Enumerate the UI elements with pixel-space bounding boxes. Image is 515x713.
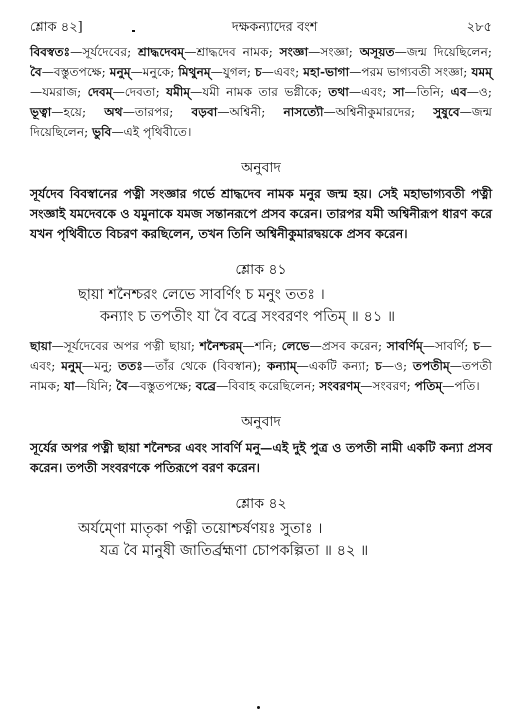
verse-42-heading: শ্লোক ৪২ — [235, 496, 287, 512]
synonym-word: সা — [392, 85, 405, 99]
footer-dot — [257, 706, 260, 709]
synonym-meaning: —বস্তুতপক্ষে; — [41, 65, 110, 79]
page — [30, 18, 492, 562]
synonym-meaning: —অশ্বিনী; — [217, 105, 284, 119]
translation-heading-2: অনুবাদ — [241, 414, 281, 430]
header-verse-ref: শ্লোক ৪২] — [30, 19, 83, 35]
running-header — [30, 18, 492, 38]
synonym-word: সংজ্ঞা — [279, 45, 309, 59]
synonym-meaning: —শনি; — [242, 339, 282, 353]
synonym-meaning: —সূর্যদেবের; — [70, 45, 138, 59]
synonym-meaning: —তিনি; — [404, 85, 451, 99]
synonym-word: মনুম্ — [61, 359, 82, 373]
synonym-word: তথা — [328, 85, 349, 99]
page-number: ২৮৫ — [466, 19, 492, 35]
synonym-meaning: —যমী নামক তার ভগ্নীকে; — [190, 85, 329, 99]
synonym-word: বড়বা — [191, 105, 218, 119]
synonym-word: এব — [450, 85, 467, 99]
synonym-word: ছায়া — [30, 339, 52, 353]
synonym-word: বৈ — [30, 65, 42, 79]
synonym-meaning: —সূর্যদেবের অপর পত্নী ছায়া; — [51, 339, 200, 353]
synonym-meaning: —তপতী নামক; — [30, 359, 492, 393]
synonym-word: সুষুবে — [433, 105, 460, 119]
synonym-meaning: —পতি। — [442, 379, 480, 393]
synonym-word: শনৈশ্চরম্ — [199, 339, 243, 353]
synonym-meaning: —বস্তুতপক্ষে; — [127, 379, 196, 393]
synonym-meaning: —জন্ম দিয়েছিলেন; — [394, 45, 492, 59]
synonym-meaning: —যিনি; — [74, 379, 117, 393]
synonym-word: দেবম্ — [87, 85, 113, 99]
verse-41-line-2: কন্যাং চ তপতীং যা বৈ বব্রে সংবরণং পতিম্ ॥ ৪১ ॥ — [100, 309, 396, 325]
synonym-word: মনুম্ — [109, 65, 131, 79]
synonyms-verse-41 — [30, 336, 492, 396]
synonym-word: যমম্ — [471, 65, 492, 79]
synonym-meaning: —জন্ম দিয়েছিলেন; — [30, 105, 492, 139]
synonym-word: মিথুনম্ — [178, 65, 211, 79]
synonym-meaning: —প্রসব করেন; — [309, 339, 387, 353]
synonym-word: চ — [375, 359, 382, 373]
synonym-word: বব্রে — [195, 379, 217, 393]
synonym-meaning: —পরম ভাগ্যবতী সংজ্ঞা; — [349, 65, 472, 79]
synonym-meaning: —তারপর; — [122, 105, 192, 119]
synonyms-verse-40 — [30, 42, 492, 142]
synonym-word: বৈ — [116, 379, 128, 393]
translation-verse-41: সূর্যের অপর পত্নী ছায়া শনৈশ্চর এবং সাবর্ণি মনু—এই দুই পুত্র ও তপতী নামী একটি কন্যা প্রসব করেন। তপতী সংবরণকে পতিরূপে বরণ করেন। — [30, 440, 492, 475]
synonym-word: নাসত্যৌ — [283, 105, 324, 119]
synonym-word: ততঃ — [118, 359, 143, 373]
synonym-word: সংবরণম্ — [319, 379, 361, 393]
synonym-word: সাবর্ণিম্ — [386, 339, 423, 353]
synonym-word: মহা-ভাগা — [303, 65, 350, 79]
synonym-word: চ — [473, 339, 480, 353]
synonym-meaning: —একটি কন্যা; — [296, 359, 376, 373]
synonym-word: পতিম্ — [414, 379, 443, 393]
header-chapter-title: দক্ষকন্যাদের বংশ — [231, 19, 318, 35]
synonym-meaning: —দেবতা; — [112, 85, 167, 99]
synonym-meaning: —হয়ে; — [51, 105, 105, 119]
synonym-meaning: —যুগল; — [210, 65, 256, 79]
synonym-meaning: —মনু; — [82, 359, 119, 373]
synonym-word: অথ — [104, 105, 123, 119]
translation-verse-40: সূর্যদেব বিবস্বানের পত্নী সংজ্ঞার গর্ভে শ্রাদ্ধদেব নামক মনুর জন্ম হয়। সেই মহাভাগ্যবতী পত্নী সংজ্ঞাই যমদেবকে ও যমুনাকে যমজ সন্তানরূপে প্রসব করেন। তারপর যমী অশ্বিনীরূপ ধারণ করে যখন পৃথিবীতে বিচরণ করছিলেন, তখন তিনি অশ্বিনীকুমারদ্বয়কে প্রসব করেন। — [30, 186, 492, 241]
verse-42-text — [78, 518, 492, 562]
synonym-word: বিবস্বতঃ — [30, 45, 71, 59]
synonym-meaning: —তাঁর থেকে (বিবস্বান); — [142, 359, 267, 373]
synonym-word: লেভে — [281, 339, 310, 353]
verse-41-text — [78, 284, 492, 328]
synonym-meaning: —এবং; — [30, 339, 492, 373]
verse-42-line-2: যত্র বৈ মানুষী জাতির্ব্রহ্মণা চোপকল্পিতা ॥ ৪২ ॥ — [100, 543, 369, 559]
verse-41-heading: শ্লোক ৪১ — [235, 262, 287, 278]
synonym-word: যা — [64, 379, 75, 393]
synonym-word: যমীম্ — [166, 85, 191, 99]
synonym-word: কন্যাম্ — [267, 359, 297, 373]
translation-heading-1: অনুবাদ — [241, 160, 281, 176]
synonym-meaning: —সংবরণ; — [360, 379, 415, 393]
synonym-meaning: —সংজ্ঞা; — [308, 45, 360, 59]
synonym-meaning: —বিবাহ করেছিলেন; — [216, 379, 320, 393]
synonym-word: ভূত্বা — [30, 105, 52, 119]
verse-42-line-1: অর্যম্ণো মাতৃকা পত্নী তয়োশ্চর্ষণয়ঃ সুতাঃ । — [78, 521, 323, 537]
synonym-word: ভুবি — [92, 125, 112, 139]
synonym-meaning: —যমরাজ; — [30, 85, 88, 99]
synonym-word: শ্রাদ্ধদেবম্ — [138, 45, 185, 59]
synonym-meaning: —ও; — [466, 85, 492, 99]
synonym-meaning: —শ্রাদ্ধদেব নামক; — [184, 45, 280, 59]
synonym-meaning: —এবং; — [348, 85, 393, 99]
synonym-meaning: —ও; — [381, 359, 413, 373]
synonym-meaning: —এবং; — [261, 65, 304, 79]
synonym-meaning: —মনুকে; — [130, 65, 179, 79]
synonym-word: তপতীম্ — [412, 359, 450, 373]
synonym-meaning: —অশ্বিনীকুমারদের; — [323, 105, 434, 119]
verse-41-line-1: ছায়া শনৈশ্চরং লেভে সাবর্ণিং চ মনুং ততঃ । — [78, 287, 325, 303]
synonym-meaning: —সাবর্ণি; — [422, 339, 474, 353]
synonym-word: অসূয়ত — [359, 45, 395, 59]
synonym-word: চ — [255, 65, 262, 79]
synonym-meaning: —এই পৃথিবীতে। — [111, 125, 192, 139]
